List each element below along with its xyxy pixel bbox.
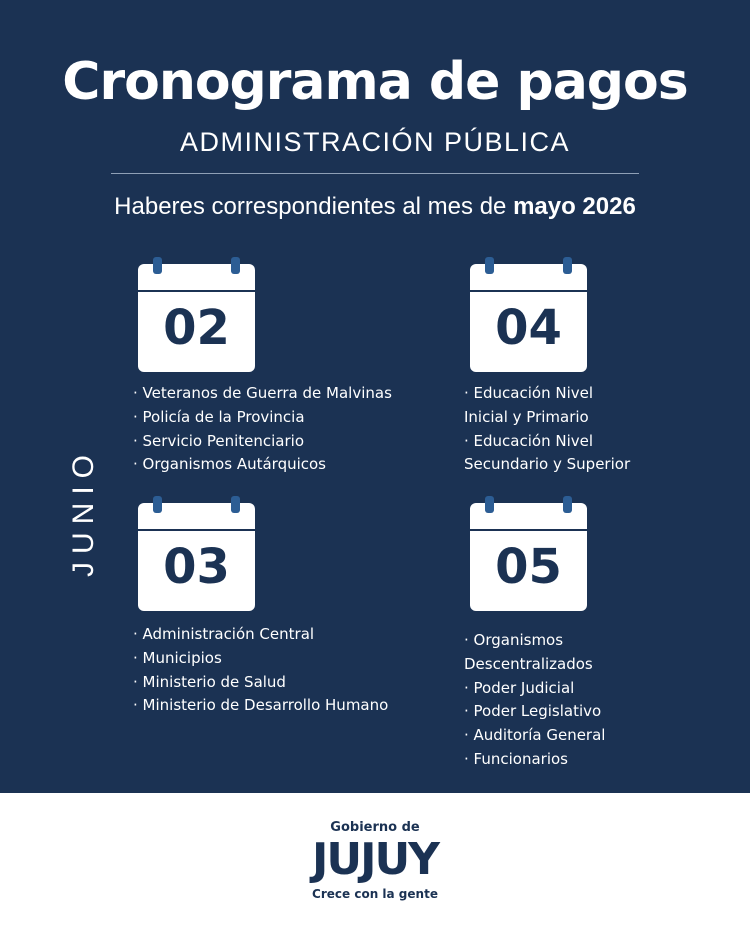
list-item: · Servicio Penitenciario [133,431,305,450]
list-item: · Veteranos de Guerra de Malvinas [133,384,392,402]
list-item: · Ministerio de Salud [133,672,286,691]
calendar-icon-02 [138,264,255,372]
logo-slogan: Crece con la gente [312,887,438,901]
calendar-day: 05 [495,539,562,595]
list-item: Descentralizados [464,654,593,673]
divider [111,173,639,174]
calendar-ring-icon [153,496,162,513]
period-prefix: Haberes correspondientes al mes de [114,193,514,220]
day-05-list [464,629,605,772]
list-item: · Educación Nivel [464,384,594,402]
government-logo [290,818,460,918]
list-item: · Administración Central [133,625,315,643]
calendar-day: 02 [163,300,230,356]
list-item: Inicial y Primario [464,407,589,426]
calendar-ring-icon [563,496,572,513]
period-text [0,193,750,221]
month-label: JUNIO [67,447,100,577]
day-02-list [133,382,392,477]
calendar-ring-icon [231,257,240,274]
list-item: · Organismos [464,631,564,649]
list-item: · Poder Legislativo [464,702,602,721]
list-item: · Auditoría General [464,726,606,745]
calendar-icon-03 [138,503,255,611]
day-03-list [133,623,388,718]
calendar-header-line [138,290,255,292]
page-title: Cronograma de pagos [62,52,688,112]
list-item: · Poder Judicial [464,678,575,697]
page-subtitle: ADMINISTRACIÓN PÚBLICA [179,127,571,157]
calendar-ring-icon [485,257,494,274]
calendar-header-line [470,529,587,531]
list-item: · Municipios [133,648,222,667]
calendar-day: 03 [163,539,230,595]
list-item: · Organismos Autárquicos [133,455,327,474]
calendar-day: 04 [495,300,562,356]
period-month: mayo 2026 [513,193,636,220]
logo-gov-label: Gobierno de [330,820,420,835]
calendar-header-line [138,529,255,531]
list-item: · Educación Nivel [464,431,594,450]
calendar-icon-04 [470,264,587,372]
list-item: Secundario y Superior [464,455,631,474]
logo-brand: JUJUY [311,834,439,885]
list-item: · Funcionarios [464,749,568,768]
day-04-list [464,382,630,477]
calendar-ring-icon [231,496,240,513]
calendar-header-line [470,290,587,292]
list-item: · Ministerio de Desarrollo Humano [133,696,389,715]
calendar-ring-icon [153,257,162,274]
calendar-icon-05 [470,503,587,611]
calendar-ring-icon [563,257,572,274]
list-item: · Policía de la Provincia [133,407,305,426]
calendar-ring-icon [485,496,494,513]
